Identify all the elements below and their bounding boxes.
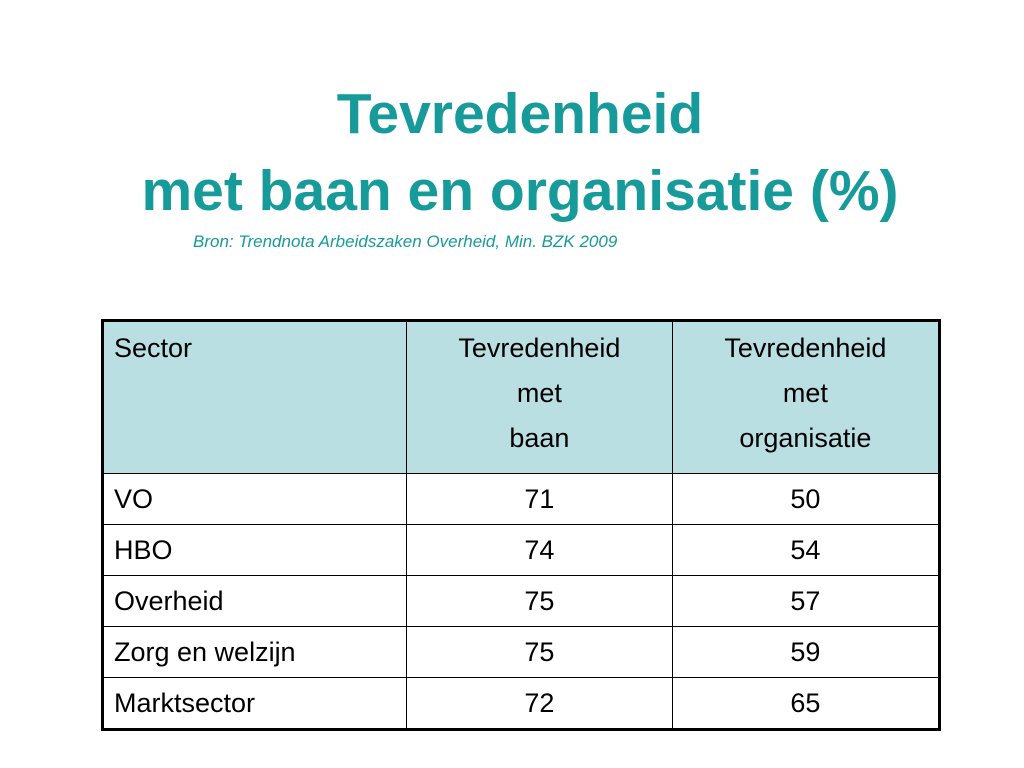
table-row <box>103 678 940 730</box>
cell-sector: VO <box>103 474 407 525</box>
header-org-line-2: met <box>782 378 828 408</box>
header-sector-label: Sector <box>114 333 193 363</box>
cell-job-satisfaction: 72 <box>407 678 673 730</box>
cell-organisation-satisfaction: 54 <box>672 525 939 576</box>
cell-job-satisfaction: 71 <box>407 474 673 525</box>
table-header-row <box>103 321 940 474</box>
slide-title <box>0 76 1024 230</box>
cell-job-satisfaction: 75 <box>407 627 673 678</box>
table-row <box>103 525 940 576</box>
cell-organisation-satisfaction: 65 <box>672 678 939 730</box>
table-row <box>103 627 940 678</box>
satisfaction-table <box>101 319 941 731</box>
header-organisation-satisfaction <box>672 321 939 474</box>
header-org-line-3: organisatie <box>739 423 872 453</box>
header-job-line-1: Tevredenheid <box>458 333 621 363</box>
source-note: Bron: Trendnota Arbeidszaken Overheid, Min. BZK 2009 <box>193 232 618 251</box>
header-job-satisfaction <box>407 321 673 474</box>
cell-organisation-satisfaction: 50 <box>672 474 939 525</box>
cell-organisation-satisfaction: 57 <box>672 576 939 627</box>
title-line-2: met baan en organisatie (%) <box>141 159 899 223</box>
cell-sector: HBO <box>103 525 407 576</box>
cell-sector: Marktsector <box>103 678 407 730</box>
cell-job-satisfaction: 75 <box>407 576 673 627</box>
header-sector <box>103 321 407 474</box>
cell-job-satisfaction: 74 <box>407 525 673 576</box>
cell-organisation-satisfaction: 59 <box>672 627 939 678</box>
table-row <box>103 576 940 627</box>
header-job-line-3: baan <box>509 423 570 453</box>
header-job-line-2: met <box>516 378 562 408</box>
cell-sector: Zorg en welzijn <box>103 627 407 678</box>
table-row <box>103 474 940 525</box>
title-line-1: Tevredenheid <box>336 82 704 146</box>
header-org-line-1: Tevredenheid <box>724 333 887 363</box>
cell-sector: Overheid <box>103 576 407 627</box>
